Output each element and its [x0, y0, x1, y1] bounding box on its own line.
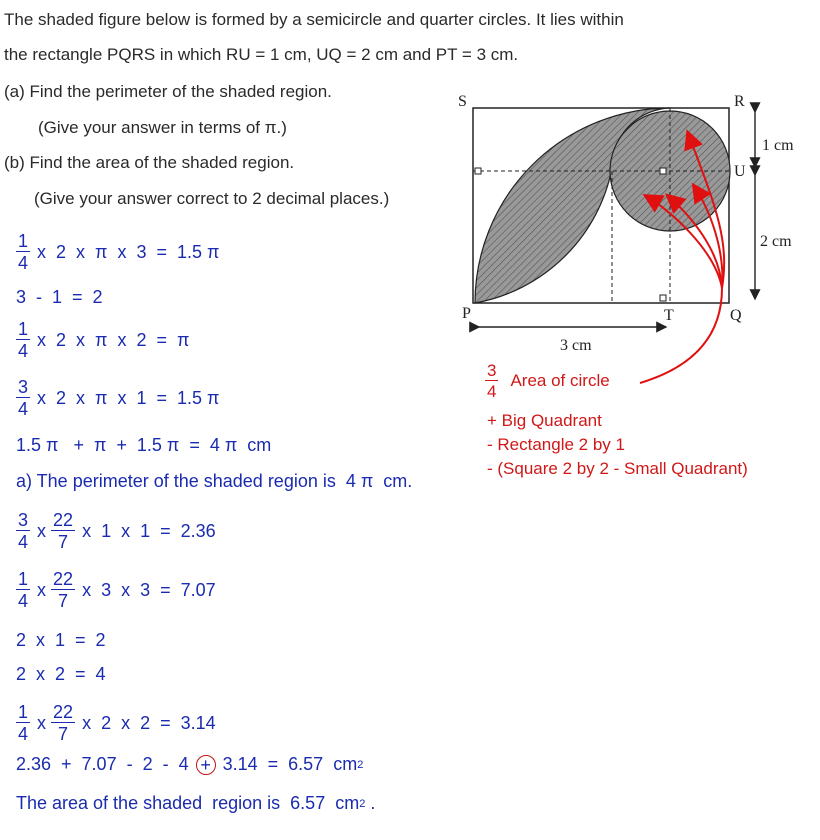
work-line-9: 2 x 2 = 4 — [16, 664, 106, 684]
answer-b: The area of the shaded region is 6.57 cm 2 . — [16, 793, 376, 813]
label-t: T — [664, 307, 674, 324]
circled-plus: + — [196, 755, 216, 775]
label-q: Q — [730, 307, 742, 324]
part-a: (a) Find the perimeter of the shaded region. — [4, 82, 332, 101]
part-b-note: (Give your answer correct to 2 decimal places.) — [34, 189, 390, 208]
annotation-line-1: $\frac{3}{4}$ Area of circle — [487, 361, 610, 401]
annotation-line-4: - (Square 2 by 2 - Small Quadrant) — [487, 459, 748, 478]
work-line-11: 2.36 + 7.07 - 2 - 4 + 3.14 = 6.57 cm 2 — [16, 754, 364, 775]
part-b: (b) Find the area of the shaded region. — [4, 153, 295, 172]
annotation-line-2: + Big Quadrant — [487, 411, 602, 430]
work-line-1: $\frac{1}{4}$ x 2 x π x 3 = 1.5 π — [18, 231, 220, 273]
work-line-4: $\frac{3}{4}$ x 2 x π x 1 = 1.5 π — [18, 377, 220, 419]
part-a-note: (Give your answer in terms of π.) — [38, 118, 287, 137]
annotation-line-3: - Rectangle 2 by 1 — [487, 435, 625, 454]
dim-uq: 2 cm — [760, 233, 792, 250]
work-line-7: $\frac{1}{4}$ x $\frac{22}{7}$ x 3 x 3 = 7.07 — [18, 569, 216, 611]
problem-line-1: The shaded figure below is formed by a semicircle and quarter circles. It lies within — [4, 10, 624, 29]
work-line-2: 3 - 1 = 2 — [16, 287, 103, 307]
label-s: S — [458, 93, 467, 110]
work-line-5: 1.5 π + π + 1.5 π = 4 π cm — [16, 435, 272, 455]
work-line-6: $\frac{3}{4}$ x $\frac{22}{7}$ x 1 x 1 = 2.36 — [18, 510, 216, 552]
geometry-figure — [460, 90, 820, 390]
label-u: U — [734, 163, 746, 180]
work-line-10: $\frac{1}{4}$ x $\frac{22}{7}$ x 2 x 2 = 3.14 — [18, 702, 216, 744]
work-line-8: 2 x 1 = 2 — [16, 630, 106, 650]
problem-line-2: the rectangle PQRS in which RU = 1 cm, UQ = 2 cm and PT = 3 cm. — [4, 45, 519, 64]
dim-pt: 3 cm — [560, 337, 592, 354]
work-line-3: $\frac{1}{4}$ x 2 x π x 2 = π — [18, 319, 190, 361]
label-p: P — [462, 305, 471, 322]
dim-ru: 1 cm — [762, 137, 794, 154]
label-r: R — [734, 93, 745, 110]
answer-a: a) The perimeter of the shaded region is 4 π cm. — [16, 471, 413, 491]
